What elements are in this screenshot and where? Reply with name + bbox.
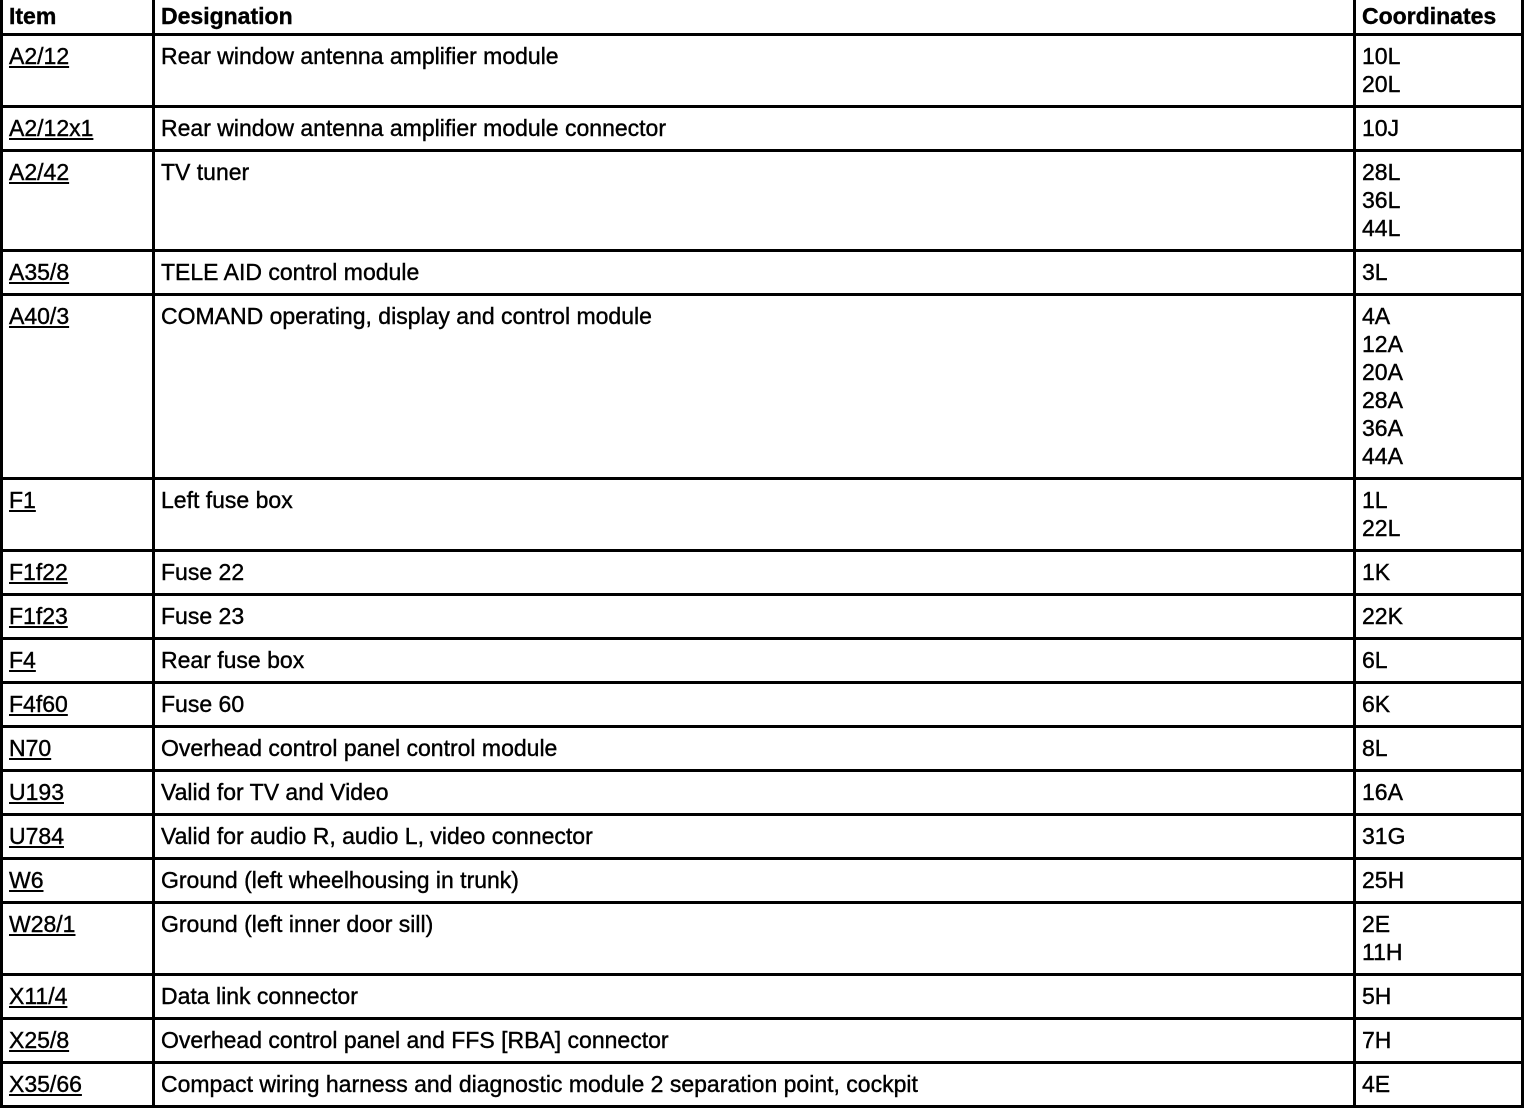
designation-cell: COMAND operating, display and control module [154, 295, 1355, 479]
designation-cell: Valid for TV and Video [154, 771, 1355, 815]
table-row [2, 295, 1523, 479]
coordinate-value: 28A [1362, 387, 1403, 413]
coordinate-value: 22L [1362, 515, 1401, 541]
item-link[interactable]: W6 [9, 867, 44, 893]
item-cell [2, 683, 154, 727]
table-row [2, 683, 1523, 727]
coordinate-value: 10L [1362, 43, 1401, 69]
designation-cell: Valid for audio R, audio L, video connector [154, 815, 1355, 859]
item-cell [2, 815, 154, 859]
coordinate-value: 44L [1362, 215, 1401, 241]
designation-cell: Fuse 23 [154, 595, 1355, 639]
table-row [2, 251, 1523, 295]
item-cell [2, 295, 154, 479]
table-row [2, 151, 1523, 251]
item-cell [2, 35, 154, 107]
coordinates-cell [1355, 683, 1523, 727]
item-cell [2, 251, 154, 295]
coordinate-value: 10J [1362, 115, 1400, 141]
table-row [2, 35, 1523, 107]
coordinate-value: 12A [1362, 331, 1403, 357]
item-link[interactable]: N70 [9, 735, 52, 761]
item-cell [2, 903, 154, 975]
header-row [2, 0, 1523, 35]
designation-cell: TV tuner [154, 151, 1355, 251]
table-row [2, 639, 1523, 683]
coordinate-value: 6K [1362, 691, 1391, 717]
coordinates-cell [1355, 815, 1523, 859]
coordinate-value: 44A [1362, 443, 1403, 469]
designation-cell: Compact wiring harness and diagnostic module 2 separation point, cockpit [154, 1063, 1355, 1107]
item-cell [2, 771, 154, 815]
coordinates-cell [1355, 251, 1523, 295]
item-cell [2, 595, 154, 639]
coordinate-value: 7H [1362, 1027, 1392, 1053]
designation-cell: Ground (left inner door sill) [154, 903, 1355, 975]
coordinate-value: 1L [1362, 487, 1388, 513]
coordinate-value: 4E [1362, 1071, 1391, 1097]
coordinate-value: 25H [1362, 867, 1405, 893]
coordinates-cell [1355, 639, 1523, 683]
item-cell [2, 107, 154, 151]
item-link[interactable]: F1 [9, 487, 36, 513]
coordinate-value: 36A [1362, 415, 1403, 441]
designation-cell: Overhead control panel control module [154, 727, 1355, 771]
item-link[interactable]: X35/66 [9, 1071, 82, 1097]
coordinate-value: 1K [1362, 559, 1391, 585]
item-cell [2, 551, 154, 595]
designation-cell: Rear window antenna amplifier module [154, 35, 1355, 107]
table-row [2, 903, 1523, 975]
coordinates-cell [1355, 595, 1523, 639]
table-row [2, 859, 1523, 903]
item-link[interactable]: W28/1 [9, 911, 76, 937]
item-link[interactable]: A2/12 [9, 43, 70, 69]
coordinates-cell [1355, 551, 1523, 595]
item-link[interactable]: F4 [9, 647, 36, 673]
coordinates-cell [1355, 727, 1523, 771]
coordinates-cell [1355, 903, 1523, 975]
table-row [2, 1063, 1523, 1107]
table-row [2, 727, 1523, 771]
coordinate-value: 16A [1362, 779, 1403, 805]
designation-cell: Ground (left wheelhousing in trunk) [154, 859, 1355, 903]
coordinate-value: 4A [1362, 303, 1391, 329]
table-row [2, 595, 1523, 639]
item-cell [2, 859, 154, 903]
designation-cell: Rear window antenna amplifier module connector [154, 107, 1355, 151]
table-row [2, 975, 1523, 1019]
coordinate-value: 5H [1362, 983, 1392, 1009]
designation-cell: TELE AID control module [154, 251, 1355, 295]
coordinate-value: 11H [1362, 939, 1403, 965]
item-link[interactable]: A2/42 [9, 159, 70, 185]
item-cell [2, 479, 154, 551]
item-link[interactable]: F1f23 [9, 603, 68, 629]
coordinates-cell [1355, 151, 1523, 251]
coordinates-cell [1355, 1019, 1523, 1063]
coordinates-cell [1355, 107, 1523, 151]
table-row [2, 479, 1523, 551]
coordinates-cell [1355, 1063, 1523, 1107]
coordinates-cell [1355, 975, 1523, 1019]
coordinate-value: 2E [1362, 911, 1391, 937]
coordinates-cell [1355, 479, 1523, 551]
item-link[interactable]: U784 [9, 823, 64, 849]
coordinates-cell [1355, 295, 1523, 479]
table-row [2, 815, 1523, 859]
item-link[interactable]: A2/12x1 [9, 115, 94, 141]
item-cell [2, 727, 154, 771]
table-row [2, 1019, 1523, 1063]
coordinate-value: 6L [1362, 647, 1388, 673]
designation-cell: Fuse 60 [154, 683, 1355, 727]
table-row [2, 551, 1523, 595]
coordinates-cell [1355, 771, 1523, 815]
item-cell [2, 1063, 154, 1107]
item-link[interactable]: U193 [9, 779, 64, 805]
item-link[interactable]: X11/4 [9, 983, 68, 1009]
item-link[interactable]: A40/3 [9, 303, 70, 329]
item-cell [2, 1019, 154, 1063]
item-cell [2, 639, 154, 683]
table-row [2, 771, 1523, 815]
item-link[interactable]: F4f60 [9, 691, 68, 717]
item-link[interactable]: A35/8 [9, 259, 70, 285]
coordinate-value: 36L [1362, 187, 1401, 213]
table-body [2, 35, 1523, 1107]
header-designation: Designation [154, 0, 1355, 35]
item-link[interactable]: F1f22 [9, 559, 68, 585]
designation-cell: Left fuse box [154, 479, 1355, 551]
designation-cell: Rear fuse box [154, 639, 1355, 683]
item-cell [2, 975, 154, 1019]
coordinate-value: 8L [1362, 735, 1388, 761]
coordinate-value: 28L [1362, 159, 1401, 185]
coordinates-cell [1355, 859, 1523, 903]
coordinates-cell [1355, 35, 1523, 107]
item-link[interactable]: X25/8 [9, 1027, 70, 1053]
coordinate-value: 20L [1362, 71, 1401, 97]
coordinate-value: 22K [1362, 603, 1403, 629]
designation-cell: Data link connector [154, 975, 1355, 1019]
coordinate-value: 3L [1362, 259, 1388, 285]
coordinate-value: 20A [1362, 359, 1403, 385]
designation-cell: Overhead control panel and FFS [RBA] connector [154, 1019, 1355, 1063]
item-cell [2, 151, 154, 251]
coordinate-value: 31G [1362, 823, 1406, 849]
designation-cell: Fuse 22 [154, 551, 1355, 595]
table-row [2, 107, 1523, 151]
header-item: Item [2, 0, 154, 35]
header-coordinates: Coordinates [1355, 0, 1523, 35]
